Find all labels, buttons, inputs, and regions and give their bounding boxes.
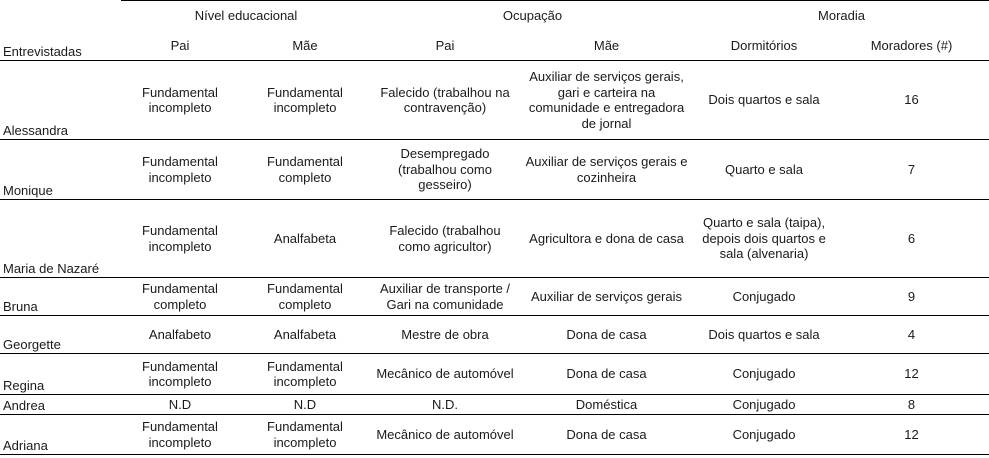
moradores-cell: 16 xyxy=(834,61,989,140)
oc-pai-cell: Falecido (trabalhou como agricultor) xyxy=(371,200,519,278)
oc-mae-cell: Doméstica xyxy=(519,395,694,415)
header-empty-cell xyxy=(0,1,121,31)
name-cell: Maria de Nazaré xyxy=(0,200,121,278)
table-row xyxy=(0,415,989,455)
edu-pai-cell: N.D xyxy=(121,395,239,415)
header-group-row xyxy=(0,1,989,31)
oc-mae-cell: Dona de casa xyxy=(519,415,694,455)
group-moradia: Moradia xyxy=(694,1,989,31)
name-cell: Bruna xyxy=(0,278,121,316)
edu-mae-cell: Fundamental incompleto xyxy=(239,61,371,140)
oc-mae-cell: Auxiliar de serviços gerais xyxy=(519,278,694,316)
oc-pai-cell: Mecânico de automóvel xyxy=(371,354,519,395)
moradores-cell: 7 xyxy=(834,140,989,200)
oc-mae-cell: Auxiliar de serviços gerais e cozinheira xyxy=(519,140,694,200)
name-cell: Monique xyxy=(0,140,121,200)
name-cell: Adriana xyxy=(0,415,121,455)
dormitorios-cell: Conjugado xyxy=(694,395,834,415)
oc-pai-cell: N.D. xyxy=(371,395,519,415)
edu-mae-cell: Fundamental incompleto xyxy=(239,354,371,395)
moradores-cell: 8 xyxy=(834,395,989,415)
edu-pai-cell: Fundamental incompleto xyxy=(121,354,239,395)
dormitorios-cell: Conjugado xyxy=(694,354,834,395)
edu-pai-cell: Fundamental incompleto xyxy=(121,61,239,140)
oc-mae-cell: Agricultora e dona de casa xyxy=(519,200,694,278)
table-row xyxy=(0,395,989,415)
oc-mae-cell: Dona de casa xyxy=(519,316,694,354)
table-row xyxy=(0,61,989,140)
header-edu-mae: Mãe xyxy=(239,31,371,61)
name-cell: Andrea xyxy=(0,395,121,415)
header-entrevistadas: Entrevistadas xyxy=(0,31,121,61)
dormitorios-cell: Quarto e sala xyxy=(694,140,834,200)
group-ocupacao: Ocupação xyxy=(371,1,694,31)
edu-pai-cell: Fundamental completo xyxy=(121,278,239,316)
table-row xyxy=(0,200,989,278)
name-cell: Georgette xyxy=(0,316,121,354)
dormitorios-cell: Dois quartos e sala xyxy=(694,61,834,140)
dormitorios-cell: Quarto e sala (taipa), depois dois quartos e sala (alvenaria) xyxy=(694,200,834,278)
table-row xyxy=(0,354,989,395)
table-row xyxy=(0,140,989,200)
moradores-cell: 4 xyxy=(834,316,989,354)
group-nivel-educacional: Nível educacional xyxy=(121,1,371,31)
table-row xyxy=(0,316,989,354)
edu-mae-cell: Fundamental completo xyxy=(239,140,371,200)
edu-mae-cell: Fundamental incompleto xyxy=(239,415,371,455)
moradores-cell: 12 xyxy=(834,415,989,455)
name-cell: Alessandra xyxy=(0,61,121,140)
dormitorios-cell: Dois quartos e sala xyxy=(694,316,834,354)
header-sub-row xyxy=(0,31,989,61)
moradores-cell: 12 xyxy=(834,354,989,395)
edu-mae-cell: Analfabeta xyxy=(239,200,371,278)
edu-pai-cell: Fundamental incompleto xyxy=(121,140,239,200)
header-edu-pai: Pai xyxy=(121,31,239,61)
edu-mae-cell: Fundamental completo xyxy=(239,278,371,316)
oc-mae-cell: Auxiliar de serviços gerais, gari e carteira na comunidade e entregadora de jornal xyxy=(519,61,694,140)
oc-pai-cell: Desempregado (trabalhou como gesseiro) xyxy=(371,140,519,200)
header-dormitorios: Dormitórios xyxy=(694,31,834,61)
oc-mae-cell: Dona de casa xyxy=(519,354,694,395)
oc-pai-cell: Auxiliar de transporte / Gari na comunidade xyxy=(371,278,519,316)
oc-pai-cell: Falecido (trabalhou na contravenção) xyxy=(371,61,519,140)
header-moradores: Moradores (#) xyxy=(834,31,989,61)
moradores-cell: 6 xyxy=(834,200,989,278)
edu-pai-cell: Fundamental incompleto xyxy=(121,200,239,278)
dormitorios-cell: Conjugado xyxy=(694,415,834,455)
header-oc-mae: Mãe xyxy=(519,31,694,61)
oc-pai-cell: Mecânico de automóvel xyxy=(371,415,519,455)
name-cell: Regina xyxy=(0,354,121,395)
dormitorios-cell: Conjugado xyxy=(694,278,834,316)
moradores-cell: 9 xyxy=(834,278,989,316)
table-row xyxy=(0,278,989,316)
edu-mae-cell: Analfabeta xyxy=(239,316,371,354)
edu-mae-cell: N.D xyxy=(239,395,371,415)
edu-pai-cell: Fundamental incompleto xyxy=(121,415,239,455)
oc-pai-cell: Mestre de obra xyxy=(371,316,519,354)
edu-pai-cell: Analfabeto xyxy=(121,316,239,354)
header-oc-pai: Pai xyxy=(371,31,519,61)
